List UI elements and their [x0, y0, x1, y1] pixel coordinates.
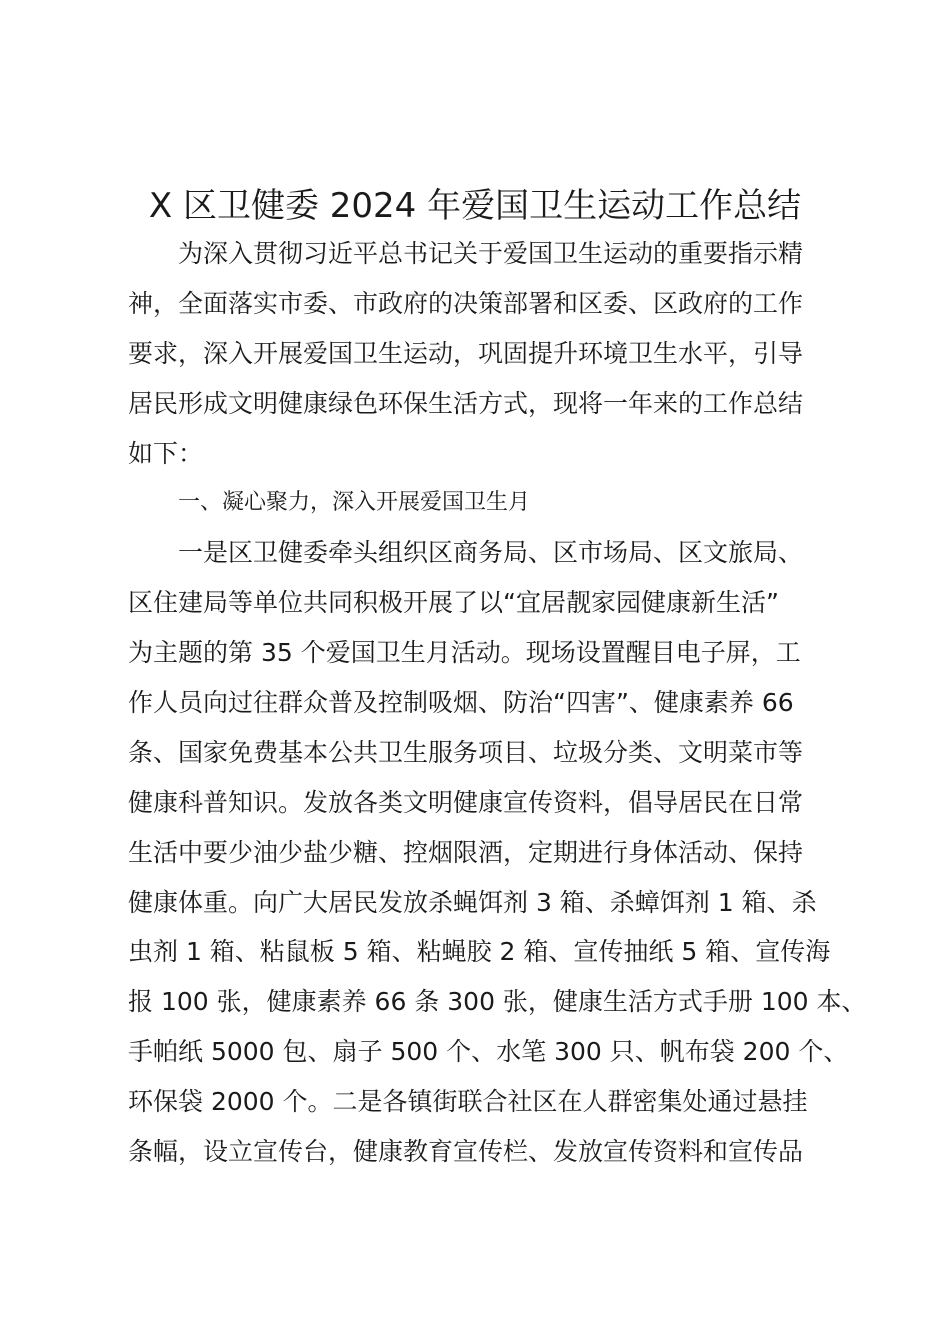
paragraph-line: 作人员向过往群众普及控制吸烟、防治“四害”、健康素养 66: [128, 688, 794, 718]
paragraph-line: 居民形成文明健康绿色环保生活方式，现将一年来的工作总结: [128, 388, 804, 418]
document-body: [128, 228, 867, 1176]
paragraph-line: 为主题的第 35 个爱国卫生月活动。现场设置醒目电子屏，工: [128, 638, 801, 668]
paragraph-line: 神，全面落实市委、市政府的决策部署和区委、区政府的工作: [128, 288, 804, 318]
paragraph-line: 区住建局等单位共同积极开展了以“宜居靓家园健康新生活”: [128, 588, 779, 618]
paragraph-line: 一是区卫健委牵头组织区商务局、区市场局、区文旅局、: [178, 538, 804, 568]
paragraph-line: 为深入贯彻习近平总书记关于爱国卫生运动的重要指示精: [178, 239, 804, 268]
paragraph-line: 生活中要少油少盐少糖、控烟限酒，定期进行身体活动、保持: [128, 837, 804, 867]
paragraph-line: 报 100 张，健康素养 66 条 300 张，健康生活方式手册 100 本、: [128, 987, 867, 1017]
paragraph-line: 健康体重。向广大居民发放杀蝇饵剂 3 箱、杀蟑饵剂 1 箱、杀: [128, 887, 817, 917]
section-heading: 一、凝心聚力，深入开展爱国卫生月: [178, 490, 531, 516]
paragraph-line: 如下：: [128, 438, 204, 468]
paragraph-line: 虫剂 1 箱、粘鼠板 5 箱、粘蝇胶 2 箱、宣传抽纸 5 箱、宣传海: [128, 937, 831, 967]
paragraph-line: 条幅，设立宣传台，健康教育宣传栏、发放宣传资料和宣传品: [128, 1137, 804, 1167]
paragraph-line: 手帕纸 5000 包、扇子 500 个、水笔 300 只、帆布袋 200 个、: [128, 1037, 849, 1067]
paragraph-line: 条、国家免费基本公共卫生服务项目、垃圾分类、文明菜市等: [128, 737, 804, 767]
paragraph-line: 环保袋 2000 个。二是各镇街联合社区在人群密集处通过悬挂: [128, 1087, 808, 1117]
document-title: X 区卫健委 2024 年爱国卫生运动工作总结: [148, 186, 802, 226]
paragraph-line: 要求，深入开展爱国卫生运动，巩固提升环境卫生水平，引导: [128, 338, 804, 368]
paragraph-line: 健康科普知识。发放各类文明健康宣传资料，倡导居民在日常: [128, 787, 804, 817]
